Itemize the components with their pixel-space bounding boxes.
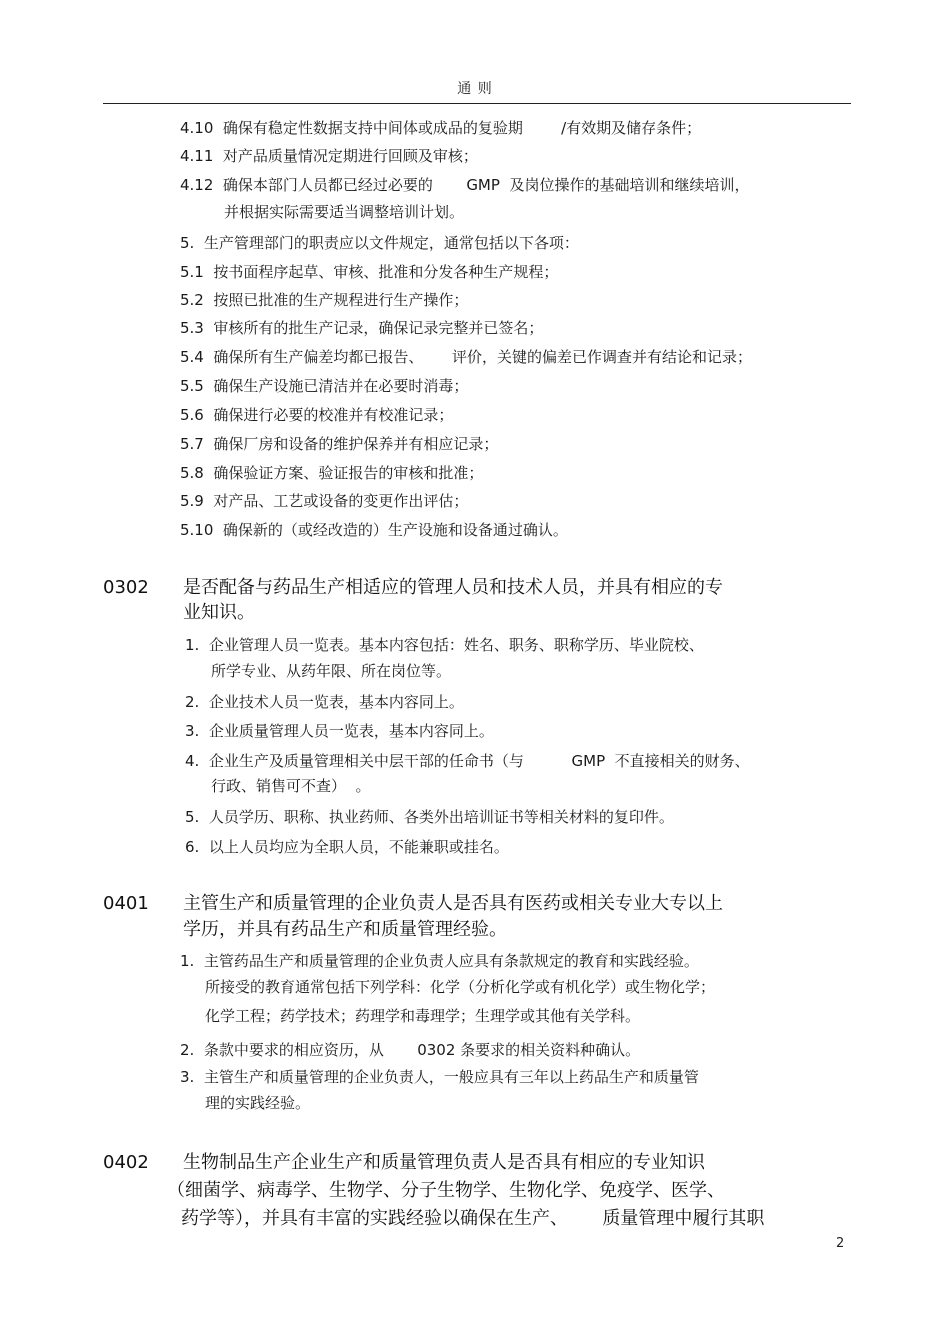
- list-item: 5.10 确保新的（或经改造的）生产设施和设备通过确认。: [180, 521, 568, 539]
- list-item-continuation: 行政、销售可不查） 。: [211, 777, 371, 795]
- list-item: 5.8 确保验证方案、验证报告的审核和批准；: [180, 464, 484, 482]
- list-item: 5.9 对产品、工艺或设备的变更作出评估；: [180, 492, 469, 510]
- clause-heading: （细菌学、病毒学、生物学、分子生物学、生物化学、免疫学、医学、: [167, 1180, 725, 1201]
- list-item: 4.10 确保有稳定性数据支持中间体或成品的复验期 /有效期及储存条件；: [180, 119, 702, 137]
- list-item-continuation: 化学工程；药学技术；药理学和毒理学；生理学或其他有关学科。: [205, 1007, 641, 1025]
- list-item: 5.5 确保生产设施已清洁并在必要时消毒；: [180, 377, 469, 395]
- list-item: 4.11 对产品质量情况定期进行回顾及审核；: [180, 147, 478, 165]
- list-item: 1. 主管药品生产和质量管理的企业负责人应具有条款规定的教育和实践经验。: [180, 952, 699, 970]
- list-item: 1. 企业管理人员一览表。基本内容包括：姓名、职务、职称学历、毕业院校、: [185, 636, 704, 654]
- header-rule: [103, 103, 851, 104]
- list-item-continuation: 理的实践经验。: [205, 1094, 311, 1112]
- list-item: 5.1 按书面程序起草、审核、批准和分发各种生产规程；: [180, 263, 559, 281]
- clause-heading: 业知识。: [183, 602, 255, 623]
- clause-heading: 是否配备与药品生产相适应的管理人员和技术人员，并具有相应的专: [183, 577, 723, 598]
- section-5-intro: 5. 生产管理部门的职责应以文件规定，通常包括以下各项：: [180, 234, 579, 252]
- list-item: 5.2 按照已批准的生产规程进行生产操作；: [180, 291, 469, 309]
- page-header-title: 通 则: [457, 81, 493, 97]
- list-item-continuation: 所接受的教育通常包括下列学科：化学（分析化学或有机化学）或生物化学；: [205, 978, 716, 996]
- list-item: 4. 企业生产及质量管理相关中层干部的任命书（与 GMP 不直接相关的财务、: [185, 752, 750, 770]
- clause-heading: 生物制品生产企业生产和质量管理负责人是否具有相应的专业知识: [183, 1152, 705, 1173]
- clause-code: 0401: [103, 893, 149, 914]
- list-item: 2. 企业技术人员一览表，基本内容同上。: [185, 693, 464, 711]
- clause-heading: 药学等），并具有丰富的实践经验以确保在生产、 质量管理中履行其职: [181, 1208, 765, 1229]
- clause-heading: 主管生产和质量管理的企业负责人是否具有医药或相关专业大专以上: [183, 893, 723, 914]
- clause-heading: 学历，并具有药品生产和质量管理经验。: [183, 919, 507, 940]
- list-item: 5.6 确保进行必要的校准并有校准记录；: [180, 406, 454, 424]
- list-item: 6. 以上人员均应为全职人员，不能兼职或挂名。: [185, 838, 509, 856]
- list-item: 3. 主管生产和质量管理的企业负责人，一般应具有三年以上药品生产和质量管: [180, 1068, 699, 1086]
- clause-code: 0302: [103, 577, 149, 598]
- list-item: 4.12 确保本部门人员都已经过必要的 GMP 及岗位操作的基础培训和继续培训，: [180, 176, 750, 194]
- list-item: 5.3 审核所有的批生产记录，确保记录完整并已签名；: [180, 319, 544, 337]
- list-item-continuation: 所学专业、从药年限、所在岗位等。: [211, 662, 452, 680]
- page-number: 2: [836, 1236, 845, 1251]
- list-item-continuation: 并根据实际需要适当调整培训计划。: [224, 203, 465, 221]
- clause-code: 0402: [103, 1152, 149, 1173]
- list-item: 5. 人员学历、职称、执业药师、各类外出培训证书等相关材料的复印件。: [185, 808, 674, 826]
- list-item: 3. 企业质量管理人员一览表，基本内容同上。: [185, 722, 494, 740]
- list-item: 5.4 确保所有生产偏差均都已报告、 评价，关键的偏差已作调查并有结论和记录；: [180, 348, 753, 366]
- list-item: 2. 条款中要求的相应资历，从 0302 条要求的相关资料种确认。: [180, 1041, 641, 1059]
- list-item: 5.7 确保厂房和设备的维护保养并有相应记录；: [180, 435, 499, 453]
